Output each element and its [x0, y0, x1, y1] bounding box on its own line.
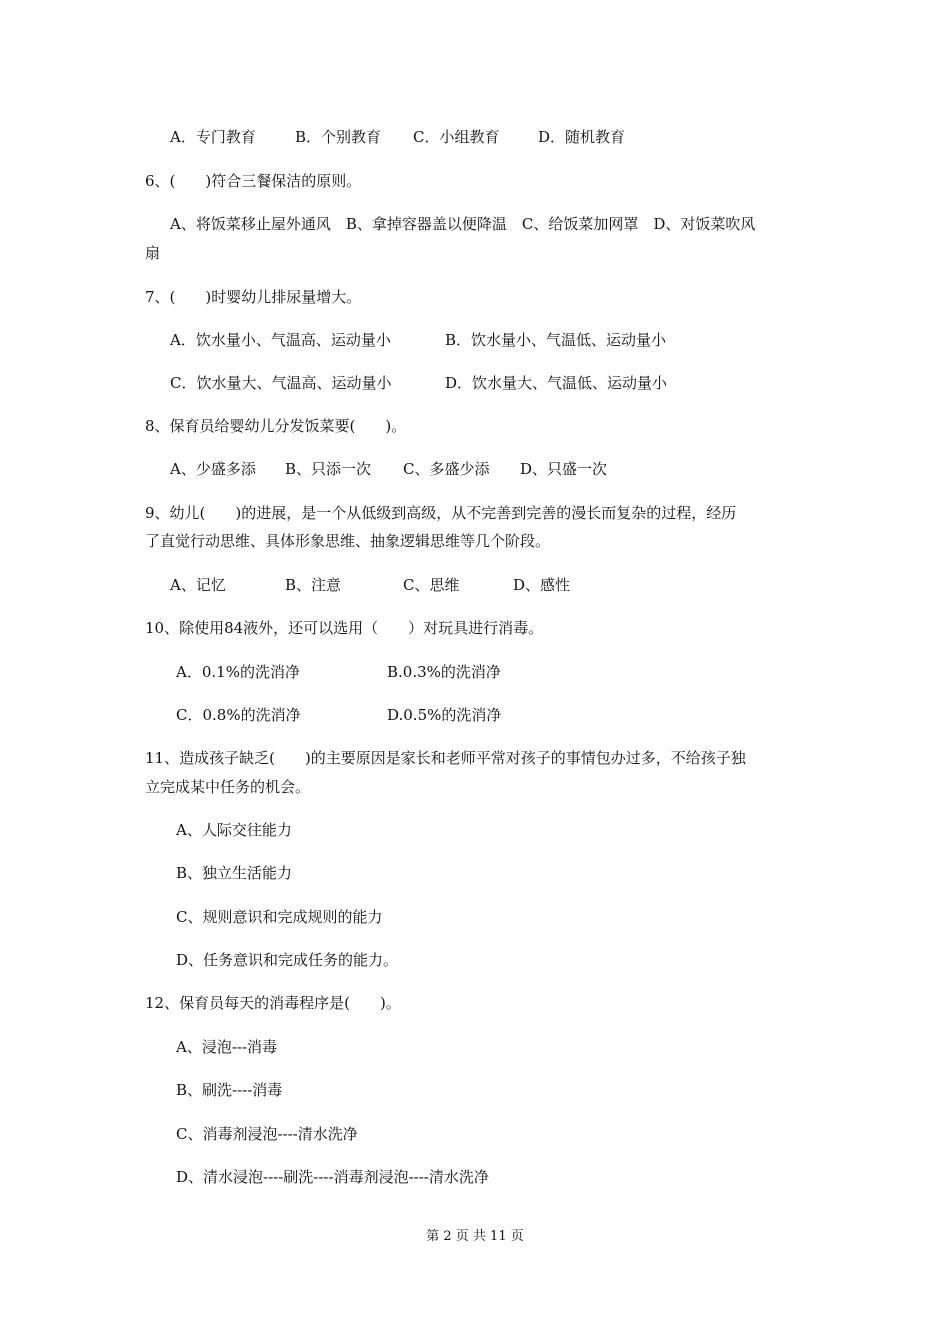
q11-stem-line2: 立完成某中任务的机会。	[145, 778, 311, 796]
q12-option-c: C、消毒剂浸泡----清水洗净	[176, 1125, 358, 1143]
q6-options-line2: 扇	[145, 244, 161, 262]
q6-stem: 6、( )符合三餐保洁的原则。	[145, 172, 362, 190]
q8-stem: 8、保育员给婴幼儿分发饭菜要( )。	[145, 417, 407, 435]
q10-stem: 10、除使用84液外，还可以选用（ ）对玩具进行消毒。	[145, 619, 544, 637]
q11-option-d: D、任务意识和完成任务的能力。	[176, 951, 399, 969]
q9-option-a: A、记忆	[170, 576, 226, 594]
q10-option-d: D.0.5%的洗消净	[387, 706, 502, 724]
q7-stem: 7、( )时婴幼儿排尿量增大。	[145, 288, 362, 306]
q6-options-line1: A、将饭菜移止屋外通风 B、拿掉容器盖以便降温 C、给饭菜加网罩 D、对饭菜吹风	[170, 215, 756, 233]
q8-option-d: D、只盛一次	[520, 460, 608, 478]
q7-option-d: D．饮水量大、气温低、运动量小	[445, 374, 668, 392]
q9-option-d: D、感性	[513, 576, 571, 594]
q11-option-c: C、规则意识和完成规则的能力	[176, 908, 383, 926]
q9-option-c: C、思维	[403, 576, 460, 594]
q9-option-b: B、注意	[285, 576, 342, 594]
q5-option-a: A．专门教育	[170, 128, 256, 146]
q12-stem: 12、保育员每天的消毒程序是( )。	[145, 994, 401, 1012]
q12-option-b: B、刷洗----消毒	[176, 1081, 283, 1099]
q12-option-a: A、浸泡---消毒	[176, 1038, 278, 1056]
q7-option-b: B．饮水量小、气温低、运动量小	[445, 331, 667, 349]
page-footer: 第 2 页 共 11 页	[426, 1229, 524, 1244]
q9-stem-line2: 了直觉行动思维、具体形象思维、抽象逻辑思维等几个阶段。	[145, 532, 551, 550]
q5-option-c: C．小组教育	[413, 128, 500, 146]
q8-option-b: B、只添一次	[285, 460, 372, 478]
q10-option-c: C．0.8%的洗消净	[176, 706, 301, 724]
q11-option-a: A、人际交往能力	[176, 821, 292, 839]
q5-option-b: B．个别教育	[295, 128, 382, 146]
q5-option-d: D．随机教育	[538, 128, 626, 146]
q12-option-d: D、清水浸泡----刷洗----消毒剂浸泡----清水洗净	[176, 1168, 489, 1186]
q8-option-c: C、多盛少添	[403, 460, 490, 478]
q9-stem-line1: 9、幼儿( )的进展，是一个从低级到高级，从不完善到完善的漫长而复杂的过程，经历	[145, 504, 737, 522]
q11-stem-line1: 11、造成孩子缺乏( )的主要原因是家长和老师平常对孩子的事情包办过多，不给孩子独	[145, 749, 746, 767]
q10-option-a: A．0.1%的洗消净	[176, 663, 300, 681]
q7-option-c: C．饮水量大、气温高、运动量小	[170, 374, 392, 392]
q10-option-b: B.0.3%的洗消净	[387, 663, 501, 681]
q7-option-a: A．饮水量小、气温高、运动量小	[170, 331, 391, 349]
q8-option-a: A、少盛多添	[170, 460, 256, 478]
q11-option-b: B、独立生活能力	[176, 864, 293, 882]
